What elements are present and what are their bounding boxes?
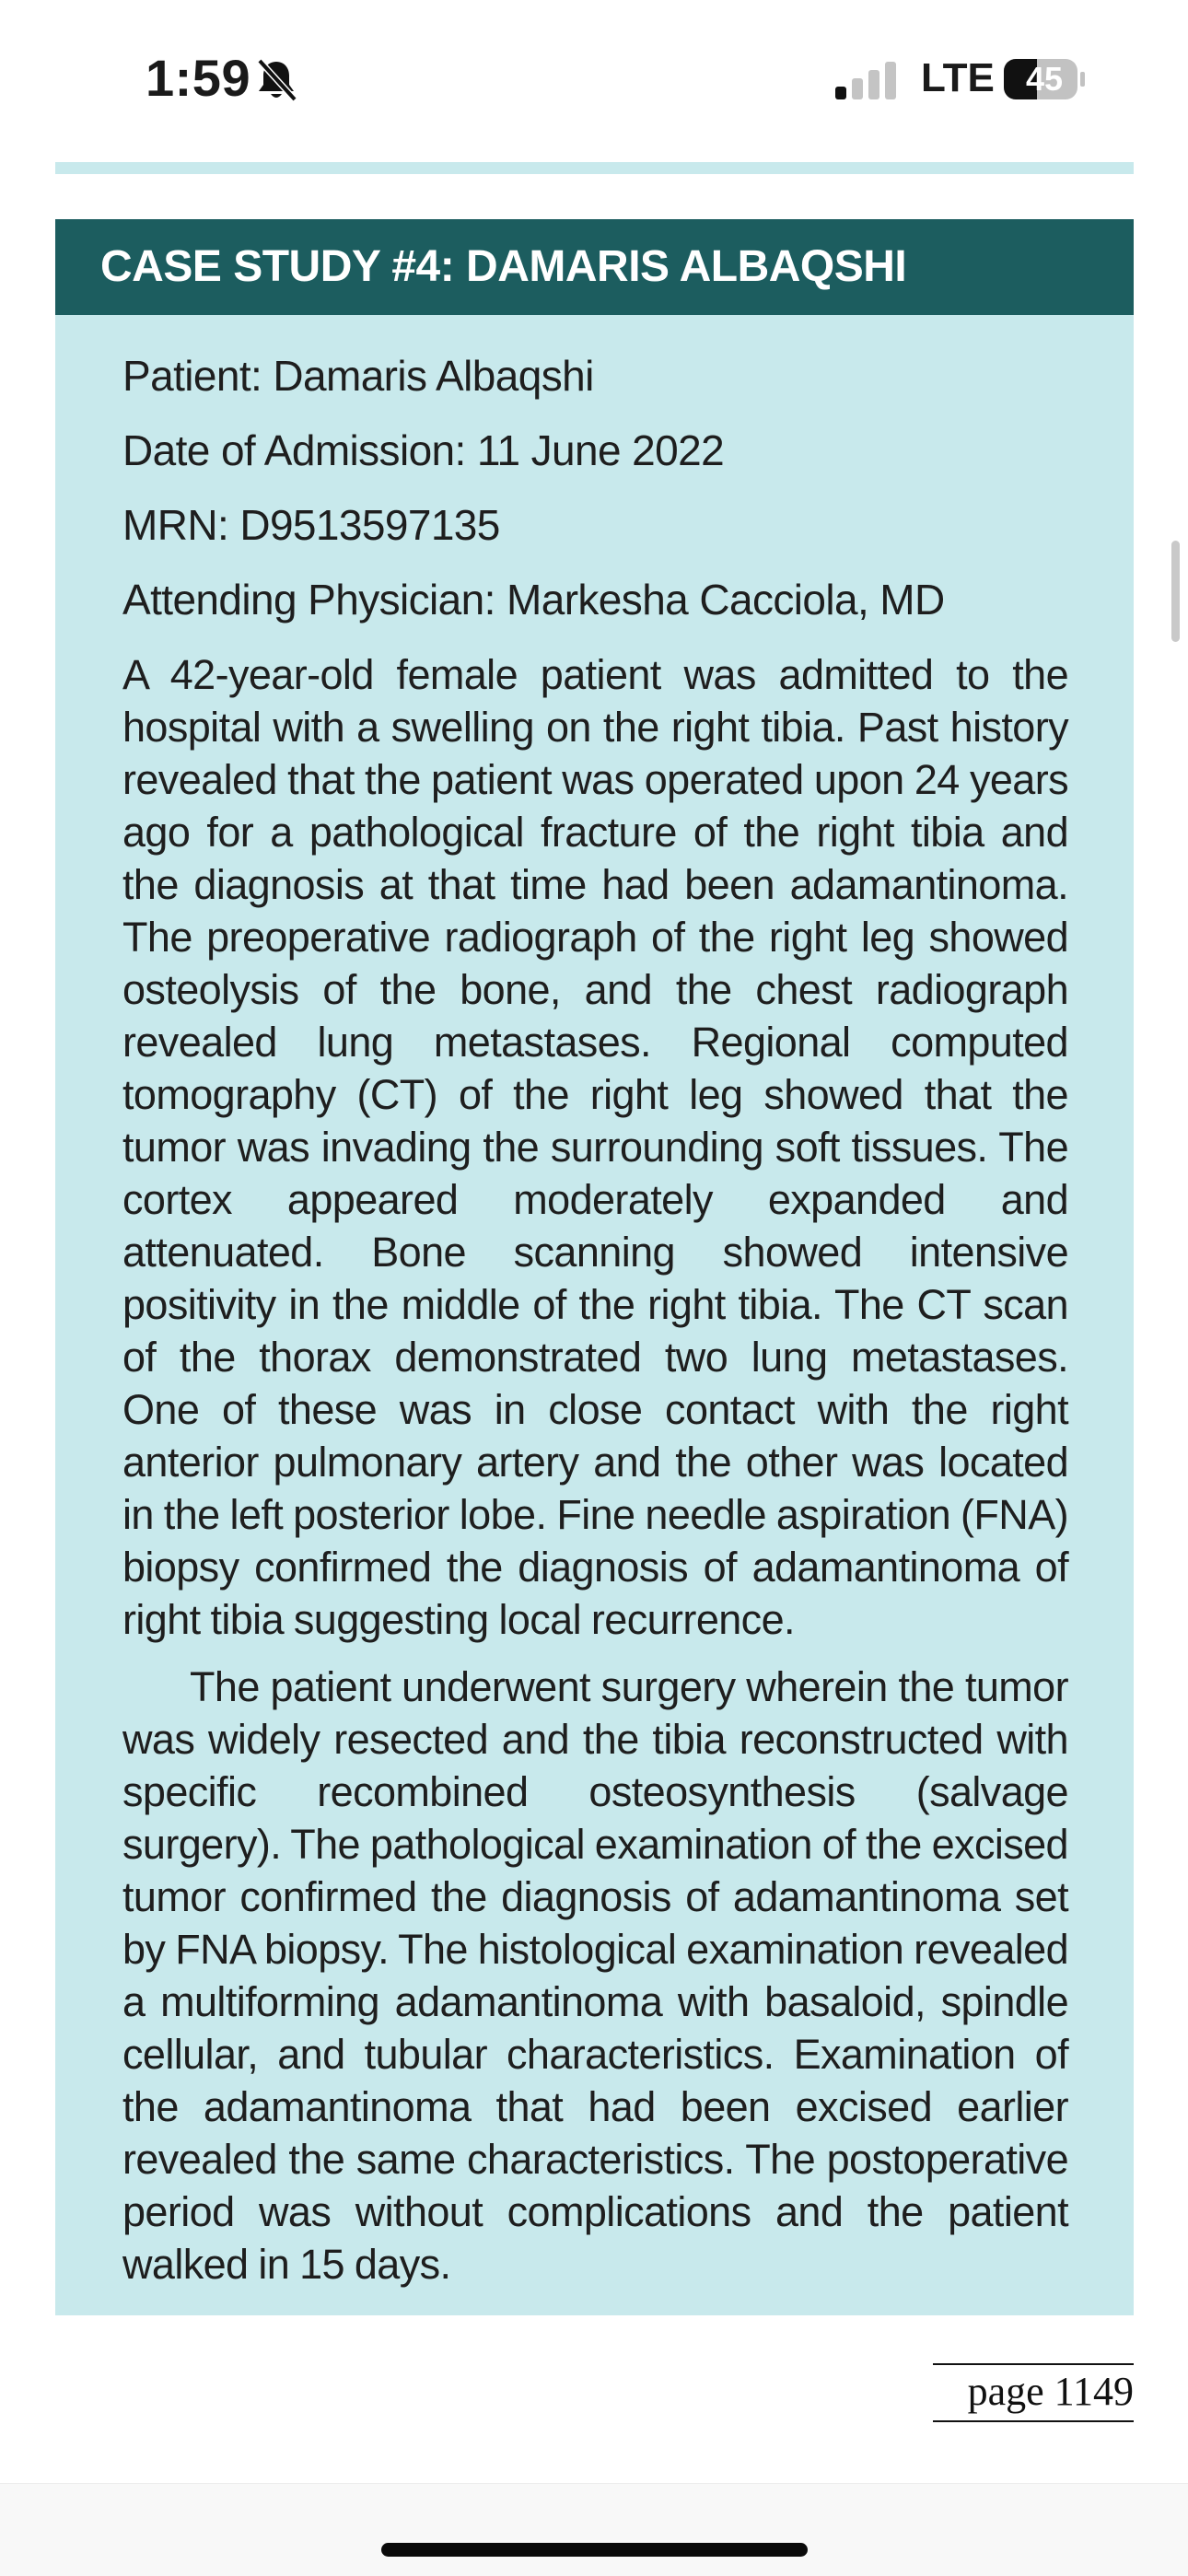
page-number: page 1149 — [933, 2363, 1134, 2422]
home-indicator[interactable] — [381, 2543, 808, 2557]
top-divider — [55, 162, 1134, 174]
battery-percentage: 45 — [1025, 60, 1064, 98]
bell-slash-icon — [254, 57, 298, 103]
case-study-card — [55, 219, 1134, 2315]
cellular-signal-icon — [833, 61, 898, 99]
mrn: MRN: D9513597135 — [122, 501, 500, 549]
case-paragraph: A 42-year-old female patient was admitted to the hospital with a swelling on the right tibia. Past history revealed that the patient was operated upon 24 years ago for a pathological fracture of the right tibia and the diagnosis at that time had been adamantinoma. The preoperative radiograph of the right leg showed osteolysis of the bone, and the chest radiograph revealed lung metastases. Regional computed tomography (CT) of the right leg showed that the tumor was invading the surrounding soft tissues. The cortex appeared moderately expanded and attenuated. Bone scanning showed intensive positivity in the middle of the right tibia. The CT scan of the thorax demonstrated two lung metastases. One of these was in close contact with the right anterior pulmonary artery and the other was located in the left posterior lobe. Fine needle aspiration (FNA) biopsy confirmed the diagnosis of adamantinoma of right tibia suggesting local recurrence. — [122, 651, 1068, 1643]
admission-date: Date of Admission: 11 June 2022 — [122, 426, 725, 474]
network-type: LTE — [921, 55, 995, 100]
scrollbar[interactable] — [1171, 541, 1180, 642]
attending-physician: Attending Physician: Markesha Cacciola, MD — [122, 576, 945, 624]
patient-name: Patient: Damaris Albaqshi — [122, 352, 594, 400]
bottom-bar — [0, 2483, 1188, 2576]
status-time: 1:59 — [146, 49, 251, 107]
case-study-title: CASE STUDY #4: DAMARIS ALBAQSHI — [100, 242, 907, 291]
status-bar — [0, 0, 1188, 157]
case-paragraph: The patient underwent surgery wherein the tumor was widely resected and the tibia reconstructed with specific recombined osteosynthesis (salvage surgery). The pathological examination of the excised tumor confirmed the diagnosis of adamantinoma set by FNA biopsy. The histological examination revealed a multiforming adamantinoma with basaloid, spindle cellular, and tubular characteristics. Examination of the adamantinoma that had been excised earlier revealed the same characteristics. The postoperative period was without complications and the patient walked in 15 days. — [122, 1663, 1068, 2288]
case-study-header — [55, 219, 1134, 315]
